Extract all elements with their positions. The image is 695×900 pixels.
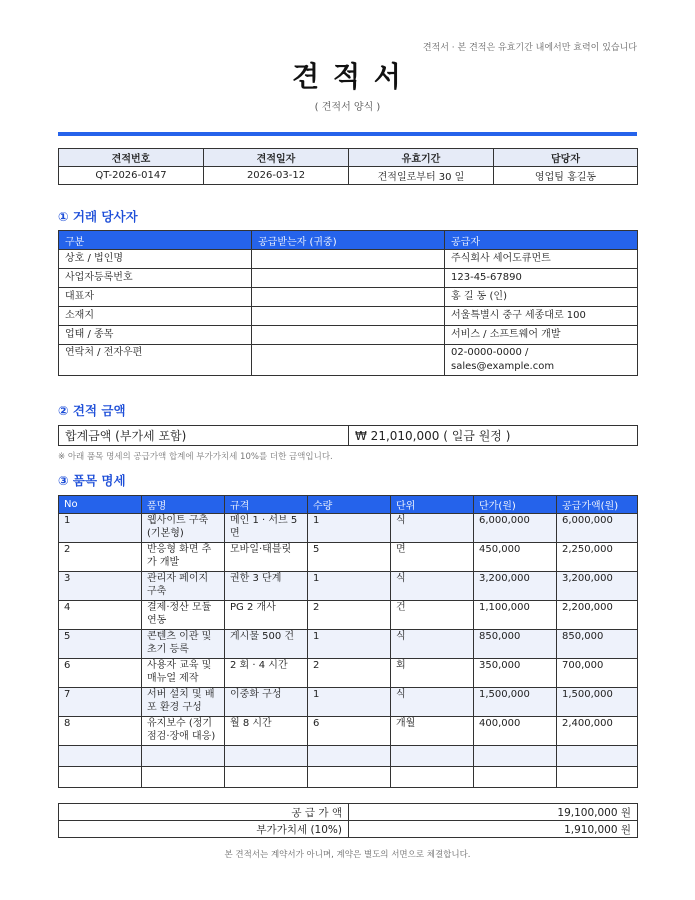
items-header-qty: 수량 (308, 496, 391, 514)
parties-header-buyer: 공급받는자 (귀중) (252, 231, 445, 250)
item-spec: 이중화 구성 (225, 688, 308, 717)
party-row-contact (59, 345, 638, 376)
section-title-parties: ① 거래 당사자 (58, 209, 138, 224)
item-row (59, 543, 638, 572)
items-table (58, 495, 638, 788)
supplier-value: 서울특별시 중구 세종대로 100 (445, 307, 638, 326)
item-spec: PG 2 개사 (225, 601, 308, 630)
item-spec: 권한 3 단계 (225, 572, 308, 601)
item-amount: 2,250,000 (557, 543, 638, 572)
item-amount: 700,000 (557, 659, 638, 688)
item-amount: 1,500,000 (557, 688, 638, 717)
item-unit: 식 (391, 630, 474, 659)
item-unit: 식 (391, 514, 474, 543)
footer-note: 본 견적서는 계약서가 아니며, 계약은 별도의 서면으로 체결합니다. (224, 850, 471, 860)
totals-table (58, 803, 638, 838)
quote-meta-table (58, 148, 638, 185)
section-title-amount: ② 견적 금액 (58, 403, 126, 418)
item-amount: 3,200,000 (557, 572, 638, 601)
item-name: 결제·정산 모듈 연동 (142, 601, 225, 630)
party-label: 업태 / 종목 (59, 326, 252, 345)
parties-header-category: 구분 (59, 231, 252, 250)
item-row (59, 717, 638, 746)
item-price: 1,100,000 (474, 601, 557, 630)
item-name: 관리자 페이지 구축 (142, 572, 225, 601)
document-title: 견 적 서 (292, 60, 403, 93)
item-price: 400,000 (474, 717, 557, 746)
meta-header-date: 견적일자 (204, 149, 349, 167)
item-no: 3 (59, 572, 142, 601)
supplier-value: 123-45-67890 (445, 269, 638, 288)
item-unit: 면 (391, 543, 474, 572)
party-row-business-type (59, 326, 638, 345)
item-row (59, 688, 638, 717)
item-unit: 건 (391, 601, 474, 630)
supplier-phone: 02-0000-0000 / (451, 347, 529, 358)
meta-header-number: 견적번호 (59, 149, 204, 167)
item-spec: 2 회 · 4 시간 (225, 659, 308, 688)
party-label: 연락처 / 전자우편 (59, 345, 252, 376)
item-spec: 월 8 시간 (225, 717, 308, 746)
party-label: 사업자등록번호 (59, 269, 252, 288)
item-spec: 메인 1 · 서브 5 면 (225, 514, 308, 543)
total-amount-box (58, 425, 638, 446)
item-name: 서버 설치 및 배포 환경 구성 (142, 688, 225, 717)
party-row-company (59, 250, 638, 269)
item-no: 8 (59, 717, 142, 746)
item-row (59, 514, 638, 543)
item-qty: 1 (308, 630, 391, 659)
buyer-value (252, 269, 445, 288)
item-no: 4 (59, 601, 142, 630)
item-row (59, 659, 638, 688)
validity-notice: 견적서 · 본 견적은 유효기간 내에서만 효력이 있습니다 (422, 43, 637, 53)
party-label: 상호 / 법인명 (59, 250, 252, 269)
item-row (59, 630, 638, 659)
items-header-unit: 단위 (391, 496, 474, 514)
item-no: 2 (59, 543, 142, 572)
item-no: 7 (59, 688, 142, 717)
vat-label: 부가가치세 (10%) (59, 821, 349, 838)
buyer-value (252, 326, 445, 345)
items-header-price: 단가(원) (474, 496, 557, 514)
supplier-value: 주식회사 세어도큐먼트 (445, 250, 638, 269)
items-header-name: 품명 (142, 496, 225, 514)
item-unit: 식 (391, 688, 474, 717)
item-price: 450,000 (474, 543, 557, 572)
document-subtitle: ( 견적서 양식 ) (314, 102, 381, 113)
items-header-spec: 규격 (225, 496, 308, 514)
supplier-value (445, 345, 638, 376)
supply-amount-label: 공 급 가 액 (59, 804, 349, 821)
item-price: 850,000 (474, 630, 557, 659)
item-amount: 2,400,000 (557, 717, 638, 746)
item-amount: 850,000 (557, 630, 638, 659)
item-no: 1 (59, 514, 142, 543)
items-header-amount: 공급가액(원) (557, 496, 638, 514)
item-price: 1,500,000 (474, 688, 557, 717)
item-spec: 모바일·태블릿 (225, 543, 308, 572)
parties-table (58, 230, 638, 376)
item-qty: 1 (308, 514, 391, 543)
total-amount-value: ₩ 21,010,000 ( 일금 원정 ) (349, 426, 638, 446)
item-qty: 1 (308, 572, 391, 601)
item-no: 6 (59, 659, 142, 688)
parties-header-supplier: 공급자 (445, 231, 638, 250)
quote-date: 2026-03-12 (204, 167, 349, 185)
meta-header-manager: 담당자 (494, 149, 638, 167)
meta-header-validity: 유효기간 (349, 149, 494, 167)
item-unit: 개월 (391, 717, 474, 746)
party-label: 대표자 (59, 288, 252, 307)
item-no: 5 (59, 630, 142, 659)
item-amount: 6,000,000 (557, 514, 638, 543)
buyer-value (252, 307, 445, 326)
buyer-value (252, 250, 445, 269)
item-row (59, 572, 638, 601)
item-row (59, 601, 638, 630)
supplier-email: sales@example.com (451, 361, 555, 372)
supply-amount-value: 19,100,000 원 (349, 804, 638, 821)
item-name: 사용자 교육 및 매뉴얼 제작 (142, 659, 225, 688)
quote-validity: 견적일로부터 30 일 (349, 167, 494, 185)
item-qty: 6 (308, 717, 391, 746)
title-divider (58, 132, 637, 136)
party-row-business-number (59, 269, 638, 288)
item-qty: 5 (308, 543, 391, 572)
item-qty: 2 (308, 659, 391, 688)
quote-number: QT-2026-0147 (59, 167, 204, 185)
item-name: 반응형 화면 추가 개발 (142, 543, 225, 572)
buyer-value (252, 288, 445, 307)
item-qty: 2 (308, 601, 391, 630)
item-qty: 1 (308, 688, 391, 717)
item-name: 웹사이트 구축 (기본형) (142, 514, 225, 543)
item-row-empty (59, 767, 638, 788)
party-row-address (59, 307, 638, 326)
item-price: 350,000 (474, 659, 557, 688)
item-amount: 2,200,000 (557, 601, 638, 630)
item-unit: 식 (391, 572, 474, 601)
item-price: 3,200,000 (474, 572, 557, 601)
total-amount-label: 합계금액 (부가세 포함) (59, 426, 349, 446)
buyer-value (252, 345, 445, 376)
party-label: 소재지 (59, 307, 252, 326)
supplier-value: 서비스 / 소프트웨어 개발 (445, 326, 638, 345)
items-header-no: No (59, 496, 142, 514)
section-title-items: ③ 품목 명세 (58, 473, 126, 488)
vat-value: 1,910,000 원 (349, 821, 638, 838)
quote-manager: 영업팀 홍길동 (494, 167, 638, 185)
item-price: 6,000,000 (474, 514, 557, 543)
item-name: 콘텐츠 이관 및 초기 등록 (142, 630, 225, 659)
supplier-value: 홍 길 동 (인) (445, 288, 638, 307)
item-spec: 게시물 500 건 (225, 630, 308, 659)
amount-note: ※ 아래 품목 명세의 공급가액 합계에 부가가치세 10%를 더한 금액입니다. (58, 452, 333, 462)
item-row-empty (59, 746, 638, 767)
item-unit: 회 (391, 659, 474, 688)
item-name: 유지보수 (정기점검·장애 대응) (142, 717, 225, 746)
party-row-representative (59, 288, 638, 307)
